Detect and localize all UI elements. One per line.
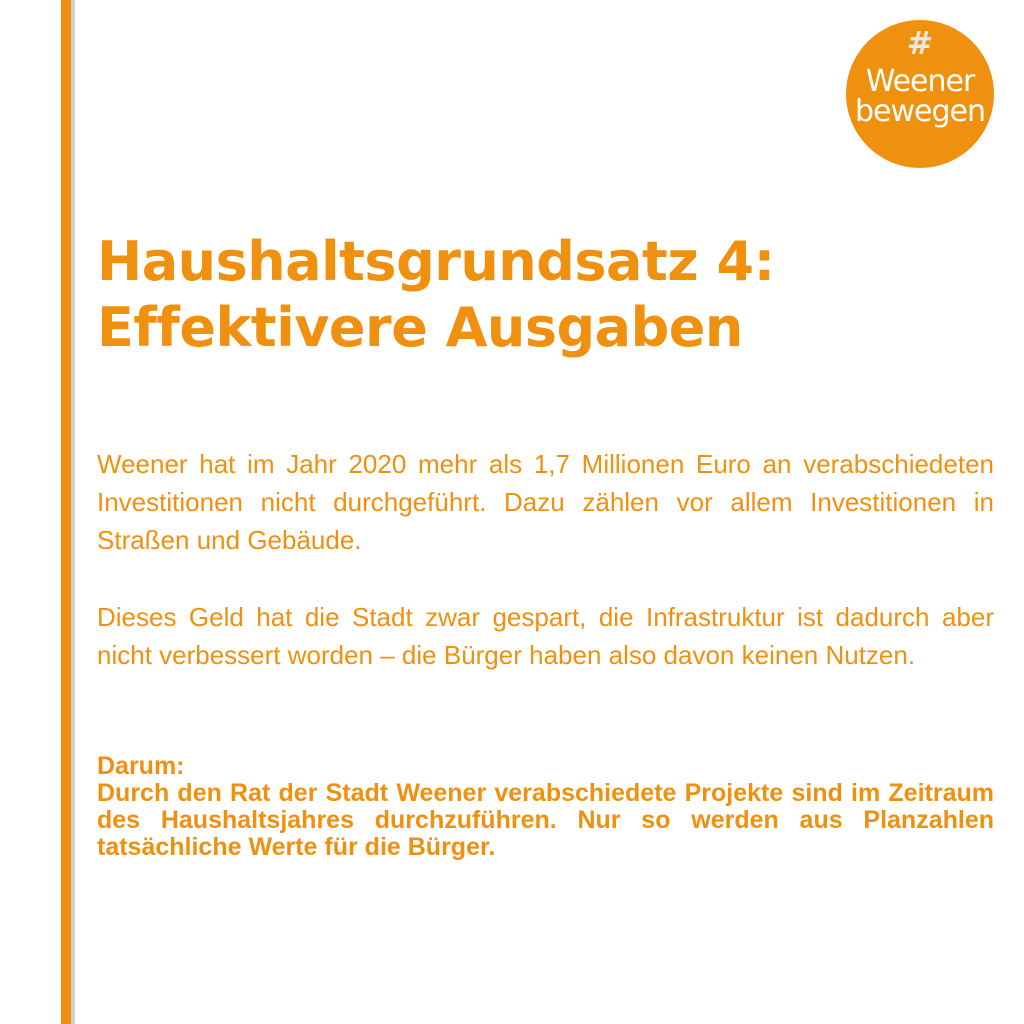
badge-text-line2: bewegen [854, 94, 985, 129]
page-title-line1: Haushaltsgrundsatz 4: [97, 230, 775, 293]
hash-icon: # [906, 24, 934, 62]
page-title-line2: Effektivere Ausgaben [97, 296, 743, 359]
badge-text-line1: Weener [865, 64, 975, 99]
page-title [97, 229, 997, 361]
conclusion-block [97, 753, 994, 861]
body-paragraph-1: Weener hat im Jahr 2020 mehr als 1,7 Millionen Euro an verabschiedeten Investitionen nicht durchgeführt. Dazu zählen vor allem Investitionen in Straßen und Gebäude. [97, 449, 994, 555]
left-accent-bar [61, 0, 71, 1024]
conclusion-text: Durch den Rat der Stadt Weener verabschiedete Projekte sind im Zeitraum des Haushaltsjahres durchzuführen. Nur so werden aus Planzahlen tatsächliche Werte für die Bürger. [97, 779, 994, 861]
body-paragraph-2: Dieses Geld hat die Stadt zwar gespart, die Infrastruktur ist dadurch aber nicht verbessert worden – die Bürger haben also davon keinen Nutzen. [97, 602, 994, 670]
hashtag-badge [846, 20, 994, 168]
left-bar-shadow [71, 0, 75, 1024]
conclusion-heading: Darum: [97, 752, 185, 780]
